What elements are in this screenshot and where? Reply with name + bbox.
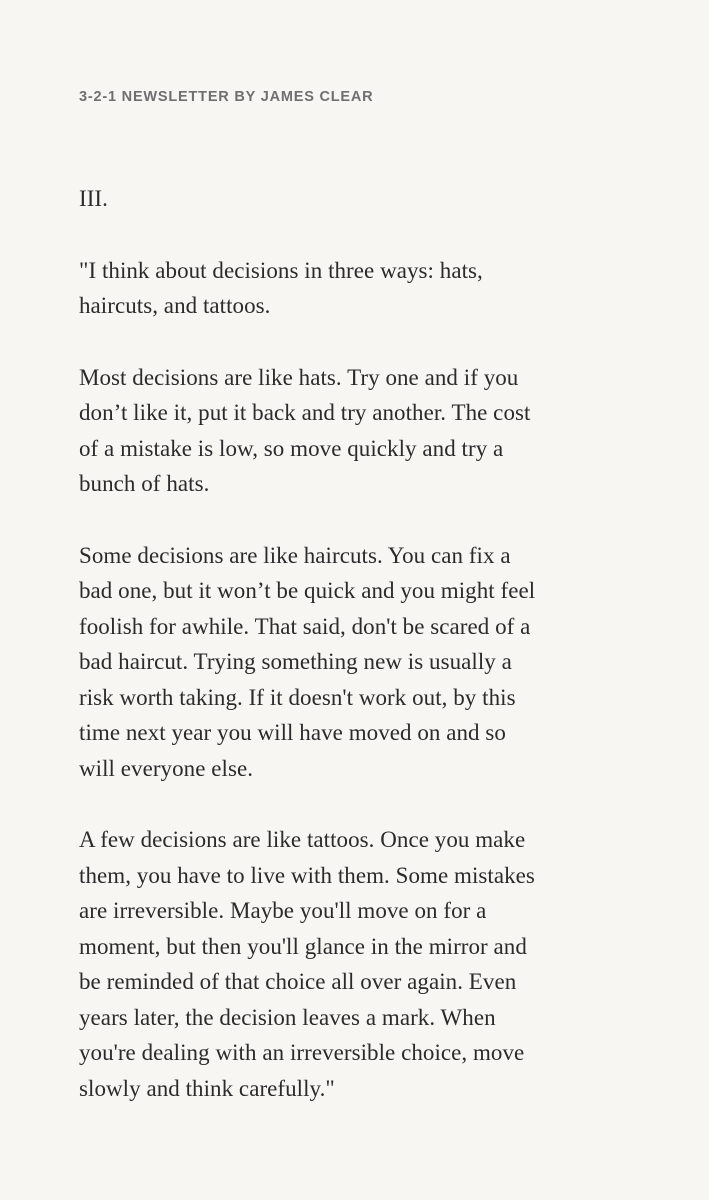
text-line: are irreversible. Maybe you'll move on for a <box>79 898 487 923</box>
paragraph-hats <box>79 360 639 502</box>
newsletter-eyebrow: 3-2-1 NEWSLETTER BY JAMES CLEAR <box>79 89 374 105</box>
text-line: Some decisions are like haircuts. You can fix a <box>79 542 511 568</box>
text-line: will everyone else. <box>79 755 254 781</box>
text-line: years later, the decision leaves a mark. When <box>79 1004 496 1030</box>
text-line: Most decisions are like hats. Try one and if you <box>79 364 519 390</box>
text-line: them, you have to live with them. Some mistakes <box>79 862 535 888</box>
text-line: "I think about decisions in three ways: hats, <box>79 257 483 283</box>
text-line: slowly and think carefully." <box>79 1075 335 1101</box>
text-line: you're dealing with an irreversible choice, move <box>79 1040 525 1065</box>
text-line: be reminded of that choice all over again. Even <box>79 969 517 994</box>
text-line: A few decisions are like tattoos. Once you make <box>79 827 526 852</box>
text-line: haircuts, and tattoos. <box>79 293 271 318</box>
text-line: time next year you will have moved on and so <box>79 720 506 745</box>
text-line: bunch of hats. <box>79 471 210 496</box>
text-line: of a mistake is low, so move quickly and try a <box>79 435 504 461</box>
text-line: foolish for awhile. That said, don't be scared of a <box>79 613 531 639</box>
text-line: bad haircut. Trying something new is usually a <box>79 649 512 674</box>
section-number: III. <box>79 186 108 211</box>
article-content <box>79 181 639 1106</box>
paragraph-intro <box>79 253 639 324</box>
paragraph-tattoos <box>79 822 639 1106</box>
text-line: moment, but then you'll glance in the mirror and <box>79 933 527 959</box>
text-line: bad one, but it won’t be quick and you might feel <box>79 578 536 603</box>
text-line: don’t like it, put it back and try another. The cost <box>79 400 531 425</box>
paragraph-haircuts <box>79 538 639 787</box>
text-line: risk worth taking. If it doesn't work out, by this <box>79 684 516 710</box>
